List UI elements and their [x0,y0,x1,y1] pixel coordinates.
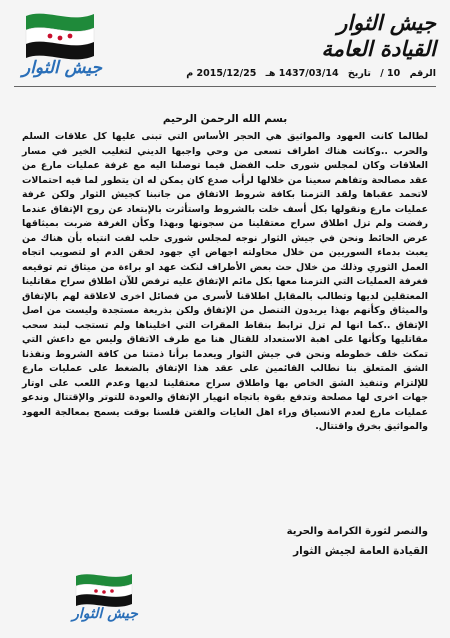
org-name: جيش الثوار [337,11,436,35]
ref-value: 10 / [380,68,401,79]
signature: القيادة العامة لجيش الثوار [293,545,428,557]
stamp-flag-icon [60,570,150,632]
stamp-text: جيش الثوار [72,606,138,622]
basmala: بسم الله الرحمن الرحيم [162,113,288,125]
ref-label: الرقم [409,68,436,79]
letterhead [0,0,450,92]
logo-text: جيش الثوار [22,58,102,78]
statement-body: لطالما كانت العهود والمواثيق هي الحجر الأساس التي تبنى عليها كل علاقات السلم والحرب ..وكانت هناك اطراف تسعى من وحي واجبها الديني لتغليب الخير في مسار العلاقات وكان لمجلس شورى حلب الفضل فيما توصلنا اليه مع غرفة عمليات مارع من عقد مصالحة وتفاهم سعينا من خلالها لرأب صدع كان يمكن له ان يتطور لما فيه احتمالات لاتحمد عقباها ولقد التزمنا بكافة شروط الاتفاق من جانبنا كجيش الثوار ولكن غرفة عمليات مارع ونقولها بكل أسف خلت بالشروط واستأثرت بالإبتعاد عن روح الإتفاق عندما رفضت ولم تزل اطلاق سراح معتقلينا من سجونها وبهذا وكأن الغرفة ضربت بميثاقها عرض الحائط ونحن في جيش الثوار نوجه لمجلس شورى حلب لفت انتباه بأن هناك من يعبث بدماء السوريين من خلال محاولته اجهاض اي جهود لحقن الدم او لتصويب اتجاه العمل الثوري وذلك من خلال حث بعض الأطراف لنكث عهد او براءة من ميثاق تم توقيعه فغرفة العمليات التي التزمنا معها بكل مائم الإتفاق عليه ترفض للآن اطلاق سراح مقاتلينا المعتقلين لديها وتطالب بالمقابل اطلاقنا لأسرى من فصائل اخرى لاعلاقة لهم بالإتفاق والميثاق وكأنهم بهذا يريدون التنصل من الإتفاق ولكن بذريعة مستجدة وليست من اصل الإتفاق ..كما انها لم تزل ترابط بنقاط المقرات التي اخليناها ولم تستجب لبند سحب مقاتليها وكأنها على اهبة الاستعداد للقتال هنا مع طرف الاتفاق وليس مع داعش التي تمكث خلف خطوطه ونحن في جيش الثوار ويعدما برأنا ذمتنا من كافة الشروط ونفذنا الشق المتعلق بنا نطالب القائمين على عقد هذا الإتفاق بالضغط على عمليات مارع للإلتزام وتنفيذ الشق الخاص بها واطلاق سراح معتقلينا لديها وعدم اللعب على اوتار جهات اخرى لها مصلحة وتدفع بقوة باتجاه انهيار الإتفاق والعودة للتوتر والإقتتال وندعو عمليات مارع لعدم الانسياق وراء اهل الغايات والفتن فلسنا بوقت يسمح بمعالجة العهود والمواثيق بخرق واقتتال. [22,131,428,432]
closing-line: والنصر لثورة الكرامة والحرية [286,526,428,537]
hijri-date: 1437/03/14 هـ [265,68,339,79]
date-label: تاريخ [347,68,371,79]
gregorian-date: 2015/12/25 م [186,68,257,79]
stamp-logo [60,570,150,632]
header-divider [14,86,436,87]
organization-title [216,10,436,62]
reference-row [14,68,436,84]
org-subtitle: القيادة العامة [321,37,436,61]
